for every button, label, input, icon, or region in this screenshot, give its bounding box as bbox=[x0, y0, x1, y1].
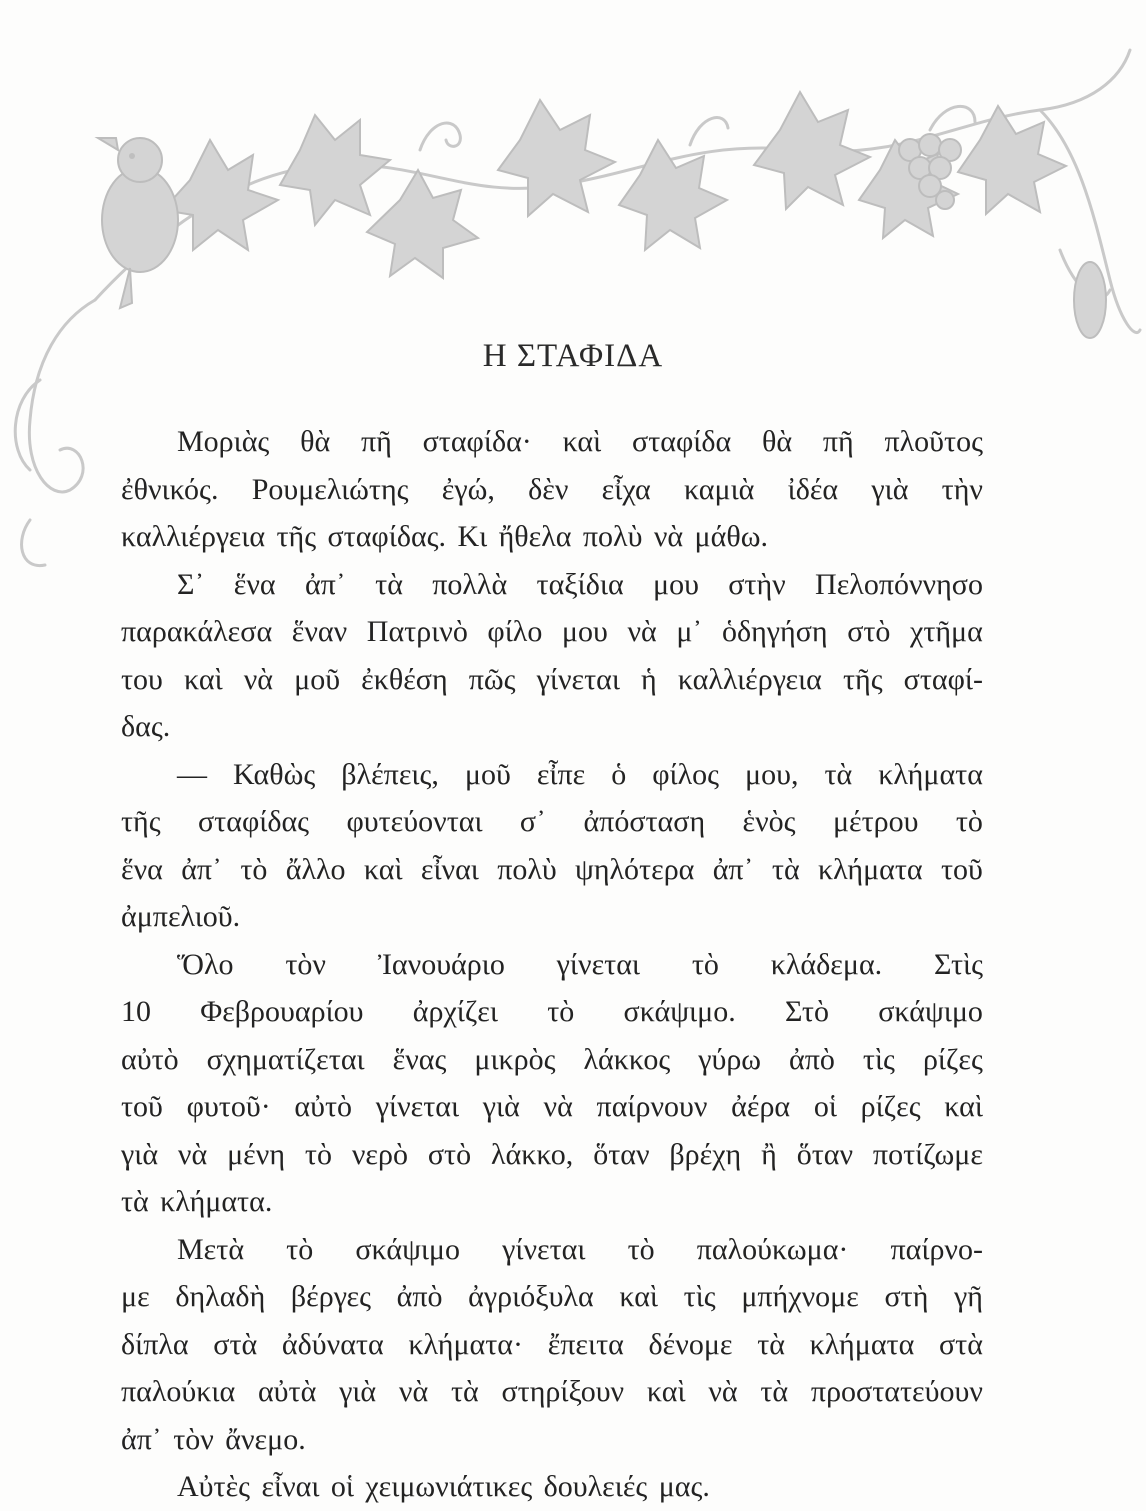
text-line: του καὶ νὰ μοῦ ἐκθέση πῶς γίνεται ἡ καλλιέργεια τῆς σταφί- bbox=[121, 662, 983, 696]
text-line: Σ᾿ ἕνα ἀπ᾿ τὰ πολλὰ ταξίδια μου στὴν Πελοπόννησο bbox=[177, 567, 983, 601]
text-line: Μοριὰς θὰ πῆ σταφίδα· καὶ σταφίδα θὰ πῆ πλοῦτος bbox=[177, 425, 983, 458]
text-line: Μετὰ τὸ σκάψιμο γίνεται τὸ παλούκωμα· παίρνο- bbox=[177, 1232, 983, 1266]
paragraph bbox=[121, 1463, 983, 1511]
text-line: 10 Φεβρουαρίου ἀρχίζει τὸ σκάψιμο. Στὸ σκάψιμο bbox=[121, 995, 983, 1028]
text-line: τοῦ φυτοῦ· αὐτὸ γίνεται γιὰ νὰ παίρνουν ἀέρα οἱ ρίζες καὶ bbox=[121, 1090, 983, 1123]
text-line: τὰ κλήματα. bbox=[121, 1185, 273, 1218]
text-line: ἀμπελιοῦ. bbox=[121, 900, 241, 933]
text-line: ἐθνικός. Ρουμελιώτης ἐγώ, δὲν εἶχα καμιὰ ἰδέα γιὰ τὴν bbox=[121, 472, 983, 506]
text-line: καλλιέργεια τῆς σταφίδας. Κι ἤθελα πολὺ νὰ μάθω. bbox=[121, 520, 768, 553]
paragraph bbox=[121, 418, 983, 561]
text-line: — Καθὼς βλέπεις, μοῦ εἶπε ὁ φίλος μου, τὰ κλήματα bbox=[177, 757, 983, 791]
text-line: δίπλα στὰ ἀδύνατα κλήματα· ἔπειτα δένομε τὰ κλήματα στὰ bbox=[121, 1327, 983, 1361]
text-line: ἕνα ἀπ᾿ τὸ ἄλλο καὶ εἶναι πολὺ ψηλότερα ἀπ᾿ τὰ κλήματα τοῦ bbox=[121, 852, 983, 886]
paragraph bbox=[121, 561, 983, 751]
paragraph bbox=[121, 941, 983, 1226]
body-text bbox=[121, 418, 983, 1511]
text-line: Αὐτὲς εἶναι οἱ χειμωνιάτικες δουλειές μας. bbox=[177, 1470, 710, 1503]
text-line: γιὰ νὰ μένη τὸ νερὸ στὸ λάκκο, ὅταν βρέχη ἢ ὅταν ποτίζωμε bbox=[121, 1137, 983, 1171]
text-line: αὐτὸ σχηματίζεται ἕνας μικρὸς λάκκος γύρω ἀπὸ τὶς ρίζες bbox=[121, 1042, 983, 1076]
text-line: με δηλαδὴ βέργες ἀπὸ ἀγριόξυλα καὶ τὶς μπήχνομε στὴ γῆ bbox=[121, 1280, 983, 1313]
text-line: Ὅλο τὸν Ἰανουάριο γίνεται τὸ κλάδεμα. Στὶς bbox=[177, 947, 983, 981]
text-line: τῆς σταφίδας φυτεύονται σ᾿ ἀπόσταση ἑνὸς μέτρου τὸ bbox=[121, 805, 983, 838]
paragraph bbox=[121, 1226, 983, 1464]
text-line: παρακάλεσα ἕναν Πατρινὸ φίλο μου νὰ μ᾿ ὁδηγήση στὸ χτῆμα bbox=[121, 615, 983, 648]
page-title: Η ΣΤΑΦΙΔΑ bbox=[482, 338, 664, 374]
text-line: ἀπ᾿ τὸν ἄνεμο. bbox=[121, 1422, 306, 1456]
text-line: παλούκια αὐτὰ γιὰ νὰ τὰ στηρίξουν καὶ νὰ τὰ προστατεύουν bbox=[121, 1375, 983, 1408]
paragraph bbox=[121, 751, 983, 941]
text-line: δας. bbox=[121, 710, 171, 743]
